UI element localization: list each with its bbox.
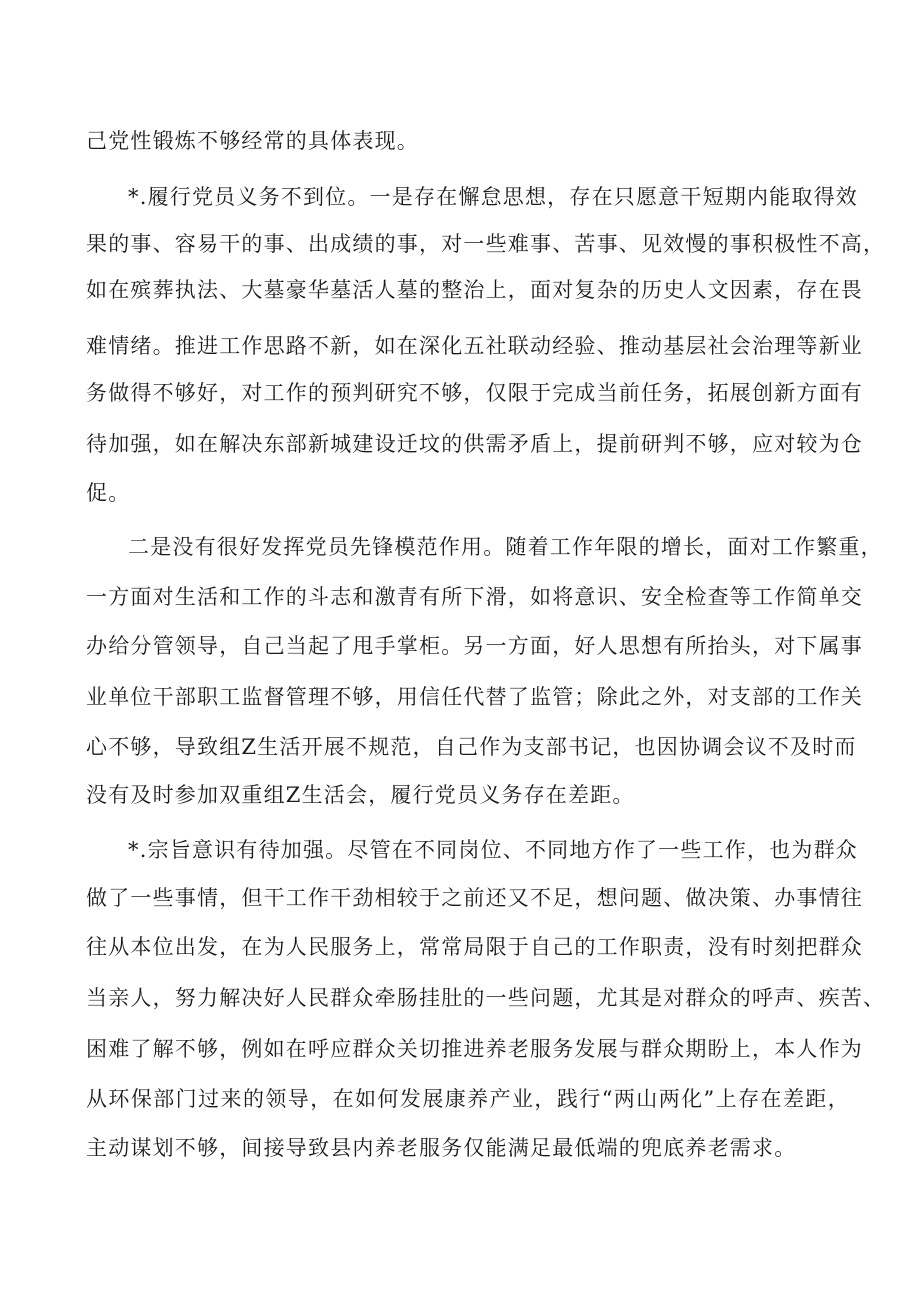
paragraph-3-line-4: 业单位干部职工监督管理不够，用信任代替了监管；除此之外，对支部的工作关 <box>86 685 863 709</box>
paragraph-2-line-1: *.履行党员义务不到位。一是存在懈怠思想，存在只愿意干短期内能取得效 <box>128 185 858 209</box>
paragraph-4-line-1: *.宗旨意识有待加强。尽管在不同岗位、不同地方作了一些工作，也为群众 <box>128 838 858 862</box>
paragraph-2-line-2: 果的事、容易干的事、出成绩的事，对一些难事、苦事、见效慢的事积极性不高， <box>86 232 886 256</box>
paragraph-4-line-6: 从环保部门过来的领导，在如何发展康养产业，践行“两山两化”上存在差距， <box>86 1087 850 1111</box>
paragraph-3-line-1: 二是没有很好发挥党员先锋模范作用。随着工作年限的增长，面对工作繁重， <box>128 535 883 559</box>
paragraph-2-line-5: 务做得不够好，对工作的预判研究不够，仅限于完成当前任务，拓展创新方面有 <box>86 381 863 405</box>
paragraph-4-line-7: 主动谋划不够，间接导致县内养老服务仅能满足最低端的兜底养老需求。 <box>86 1136 797 1160</box>
paragraph-4-line-4: 当亲人，努力解决好人民群众牵肠挂肚的一些问题，尤其是对群众的呼声、疾苦、 <box>86 986 886 1010</box>
paragraph-2-line-6: 待加强，如在解决东部新城建设迁坟的供需矛盾上，提前研判不够，应对较为仓 <box>86 432 863 456</box>
paragraph-3-line-5: 心不够，导致组Z生活开展不规范，自己作为支部书记，也因协调会议不及时而 <box>86 735 857 759</box>
paragraph-1-line-1: 己党性锻炼不够经常的具体表现。 <box>86 129 419 153</box>
paragraph-2-line-7: 促。 <box>86 481 131 505</box>
paragraph-2-line-4: 难情绪。推进工作思路不新，如在深化五社联动经验、推动基层社会治理等新业 <box>86 334 863 358</box>
paragraph-4-line-5: 困难了解不够，例如在呼应群众关切推进养老服务发展与群众期盼上，本人作为 <box>86 1037 863 1061</box>
paragraph-4-line-2: 做了一些事情，但干工作干劲相较于之前还又不足，想问题、做决策、办事情往 <box>86 886 863 910</box>
paragraph-3-line-2: 一方面对生活和工作的斗志和激青有所下滑，如将意识、安全检查等工作简单交 <box>86 585 863 609</box>
paragraph-4-line-3: 往从本位出发，在为人民服务上，常常局限于自己的工作职责，没有时刻把群众 <box>86 935 863 959</box>
paragraph-3-line-3: 办给分管领导，自己当起了甩手掌柜。另一方面，好人思想有所抬头，对下属事 <box>86 634 863 658</box>
paragraph-3-line-6: 没有及时参加双重组Z生活会，履行党员义务存在差距。 <box>86 783 635 807</box>
paragraph-2-line-3: 如在殡葬执法、大墓豪华墓活人墓的整治上，面对复杂的历史人文因素，存在畏 <box>86 278 863 302</box>
